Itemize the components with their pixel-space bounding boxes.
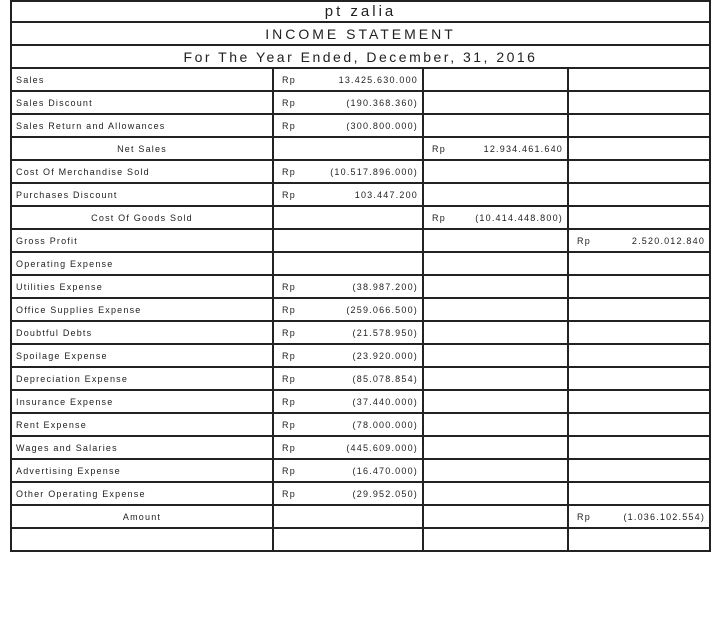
- amount-value: (259.066.500): [346, 304, 418, 315]
- currency: Rp: [577, 235, 591, 246]
- amount-value: (37.440.000): [352, 396, 418, 407]
- amount-cell: [273, 206, 423, 229]
- table-row: [11, 68, 710, 91]
- row-label: Rent Expense: [11, 413, 273, 436]
- amount-value: 103.447.200: [354, 189, 418, 200]
- amount-cell: [273, 183, 423, 206]
- currency: Rp: [432, 143, 446, 154]
- row-label: Sales Return and Allowances: [11, 114, 273, 137]
- amount-value: (85.078.854): [352, 373, 418, 384]
- table-row: [11, 275, 710, 298]
- table-row: [11, 252, 710, 275]
- amount-cell: [568, 436, 710, 459]
- amount-cell: [423, 436, 568, 459]
- amount-cell: [423, 252, 568, 275]
- table-row: [11, 206, 710, 229]
- empty-cell: [568, 528, 710, 551]
- amount-cell: [273, 252, 423, 275]
- statement-period: For The Year Ended, December, 31, 2016: [11, 45, 710, 68]
- amount-value: (21.578.950): [352, 327, 418, 338]
- amount-cell: [423, 275, 568, 298]
- table-row: [11, 183, 710, 206]
- amount-value: (10.517.896.000): [330, 166, 418, 177]
- row-label: Net Sales: [11, 137, 273, 160]
- amount-value: (1.036.102.554): [623, 511, 706, 522]
- income-statement-table: [10, 0, 711, 552]
- table-row: [11, 160, 710, 183]
- empty-cell: [11, 528, 273, 551]
- table-row: [11, 229, 710, 252]
- amount-value: 2.520.012.840: [631, 235, 706, 246]
- amount-cell: [423, 229, 568, 252]
- row-label: Insurance Expense: [11, 390, 273, 413]
- currency: Rp: [577, 511, 591, 522]
- amount-cell: [273, 298, 423, 321]
- amount-cell: [568, 206, 710, 229]
- company-name: pt zalia: [11, 1, 710, 22]
- amount-cell: [568, 68, 710, 91]
- amount-cell: [423, 413, 568, 436]
- table-row: [11, 390, 710, 413]
- amount-value: (190.368.360): [346, 97, 418, 108]
- row-label: Doubtful Debts: [11, 321, 273, 344]
- amount-cell: [273, 436, 423, 459]
- amount-cell: [568, 321, 710, 344]
- amount-value: (29.952.050): [352, 488, 418, 499]
- table-row: [11, 91, 710, 114]
- table-row: [11, 436, 710, 459]
- row-label: Operating Expense: [11, 252, 273, 275]
- amount-value: 12.934.461.640: [483, 143, 563, 154]
- currency: Rp: [282, 281, 296, 292]
- amount-cell: [423, 160, 568, 183]
- amount-cell: [568, 252, 710, 275]
- amount-cell: [273, 459, 423, 482]
- amount-cell: [273, 91, 423, 114]
- amount-cell: [273, 275, 423, 298]
- amount-cell: [568, 160, 710, 183]
- amount-cell: [568, 505, 710, 528]
- amount-cell: [273, 390, 423, 413]
- table-row: [11, 137, 710, 160]
- amount-value: (16.470.000): [352, 465, 418, 476]
- currency: Rp: [282, 465, 296, 476]
- row-label: Amount: [11, 505, 273, 528]
- amount-value: (10.414.448.800): [475, 212, 563, 223]
- row-label: Other Operating Expense: [11, 482, 273, 505]
- amount-cell: [423, 114, 568, 137]
- amount-cell: [423, 367, 568, 390]
- row-label: Office Supplies Expense: [11, 298, 273, 321]
- amount-cell: [423, 91, 568, 114]
- amount-cell: [273, 367, 423, 390]
- empty-cell: [273, 528, 423, 551]
- table-row-partial: [11, 528, 710, 551]
- table-row: [11, 459, 710, 482]
- currency: Rp: [282, 373, 296, 384]
- currency: Rp: [282, 442, 296, 453]
- amount-cell: [568, 137, 710, 160]
- currency: Rp: [432, 212, 446, 223]
- row-label: Cost Of Merchandise Sold: [11, 160, 273, 183]
- amount-cell: [423, 137, 568, 160]
- amount-cell: [273, 413, 423, 436]
- row-label: Sales: [11, 68, 273, 91]
- row-label: Advertising Expense: [11, 459, 273, 482]
- table-row: [11, 367, 710, 390]
- amount-cell: [273, 137, 423, 160]
- amount-cell: [423, 206, 568, 229]
- amount-cell: [568, 275, 710, 298]
- amount-cell: [568, 229, 710, 252]
- amount-value: (23.920.000): [352, 350, 418, 361]
- row-label: Purchases Discount: [11, 183, 273, 206]
- statement-title: INCOME STATEMENT: [11, 22, 710, 45]
- amount-cell: [273, 160, 423, 183]
- amount-cell: [568, 413, 710, 436]
- amount-cell: [568, 91, 710, 114]
- amount-cell: [568, 183, 710, 206]
- currency: Rp: [282, 166, 296, 177]
- currency: Rp: [282, 327, 296, 338]
- amount-cell: [568, 367, 710, 390]
- table-row: [11, 298, 710, 321]
- currency: Rp: [282, 350, 296, 361]
- amount-cell: [568, 482, 710, 505]
- row-label: Utilities Expense: [11, 275, 273, 298]
- empty-cell: [423, 528, 568, 551]
- currency: Rp: [282, 74, 296, 85]
- currency: Rp: [282, 488, 296, 499]
- amount-cell: [423, 344, 568, 367]
- amount-cell: [273, 229, 423, 252]
- income-statement: [10, 0, 709, 552]
- currency: Rp: [282, 419, 296, 430]
- table-row: [11, 482, 710, 505]
- amount-cell: [273, 505, 423, 528]
- row-label: Wages and Salaries: [11, 436, 273, 459]
- amount-cell: [423, 183, 568, 206]
- row-label: Cost Of Goods Sold: [11, 206, 273, 229]
- amount-value: (445.609.000): [346, 442, 418, 453]
- amount-cell: [423, 482, 568, 505]
- amount-cell: [423, 298, 568, 321]
- row-label: Spoilage Expense: [11, 344, 273, 367]
- amount-cell: [568, 390, 710, 413]
- amount-value: 13.425.630.000: [338, 74, 418, 85]
- table-row: [11, 344, 710, 367]
- currency: Rp: [282, 120, 296, 131]
- amount-cell: [568, 298, 710, 321]
- table-row: [11, 413, 710, 436]
- amount-cell: [423, 459, 568, 482]
- table-row: [11, 114, 710, 137]
- amount-cell: [423, 68, 568, 91]
- amount-cell: [568, 459, 710, 482]
- amount-cell: [273, 114, 423, 137]
- amount-cell: [273, 68, 423, 91]
- amount-cell: [568, 344, 710, 367]
- amount-cell: [273, 344, 423, 367]
- row-label: Sales Discount: [11, 91, 273, 114]
- row-label: Gross Profit: [11, 229, 273, 252]
- currency: Rp: [282, 304, 296, 315]
- amount-cell: [423, 505, 568, 528]
- amount-value: (78.000.000): [352, 419, 418, 430]
- amount-value: (300.800.000): [346, 120, 418, 131]
- amount-cell: [423, 390, 568, 413]
- amount-cell: [568, 114, 710, 137]
- amount-cell: [423, 321, 568, 344]
- currency: Rp: [282, 189, 296, 200]
- amount-cell: [273, 321, 423, 344]
- table-row: [11, 321, 710, 344]
- row-label: Depreciation Expense: [11, 367, 273, 390]
- table-row: [11, 505, 710, 528]
- amount-value: (38.987.200): [352, 281, 418, 292]
- currency: Rp: [282, 396, 296, 407]
- amount-cell: [273, 482, 423, 505]
- currency: Rp: [282, 97, 296, 108]
